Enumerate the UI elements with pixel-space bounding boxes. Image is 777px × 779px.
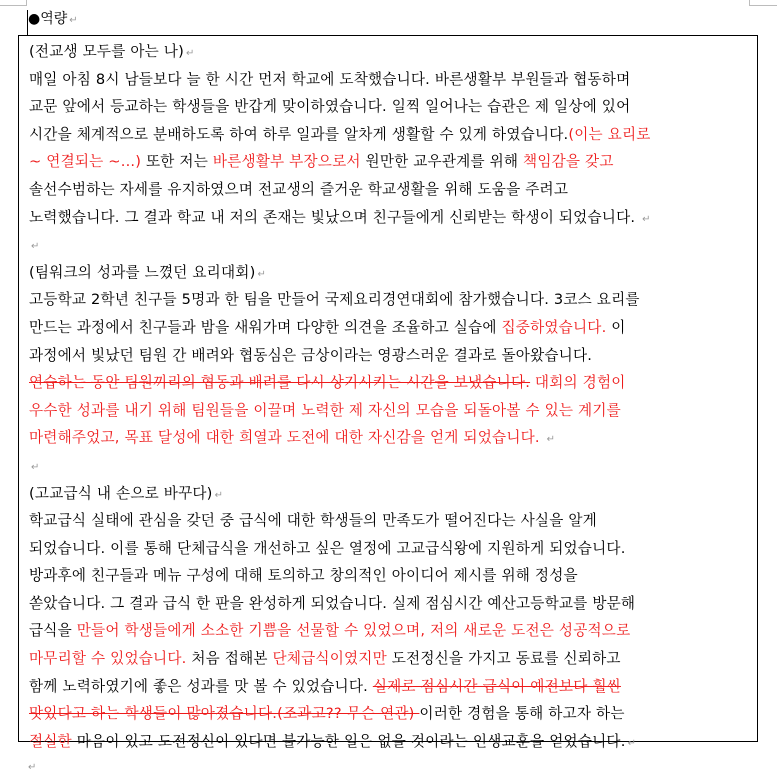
empty-paragraph (29, 231, 751, 259)
body-line (29, 590, 751, 618)
highlighted-text: 대회의 경험이 (530, 374, 626, 392)
body-text: 이러한 경험을 통해 하고자 하는 (419, 705, 625, 723)
highlighted-text: (이는 요리로 (568, 125, 651, 143)
body-line (29, 645, 751, 673)
highlighted-text: 마련해주었고, 목표 달성에 대한 희열과 도전에 대한 자신감을 얻게 되었습니다. (29, 429, 545, 447)
body-line (29, 617, 751, 645)
paragraph-mark-icon: ↵ (214, 489, 224, 501)
highlighted-text: 절실한 (29, 732, 72, 750)
highlighted-text: 만들어 학생들에게 소소한 기쁨을 선물할 수 있었으며, 저의 새로운 도전은 성공적으로 (76, 622, 631, 640)
body-text: 이 (606, 318, 626, 336)
body-text: 노력했습니다. 그 결과 학교 내 저의 존재는 빛났으며 친구들에게 신뢰받는 학생이 되었습니다. (29, 208, 641, 226)
body-line (29, 121, 751, 149)
body-line (29, 66, 751, 94)
paragraph-mark-icon: ↵ (627, 737, 637, 749)
body-text: 과정에서 빛났던 팀원 간 배려와 협동심은 금상이라는 영광스러운 결과로 돌아왔습니다. (29, 346, 593, 364)
body-line (29, 286, 751, 314)
document-body[interactable] (29, 38, 751, 755)
paragraph-mark-icon: ↵ (257, 268, 267, 280)
empty-paragraph (29, 452, 751, 480)
body-line (29, 148, 751, 176)
highlighted-text: ~ 연결되는 ~...) (29, 153, 142, 171)
highlighted-text: 마무리할 수 있었습니다. (29, 650, 187, 668)
section-heading (28, 9, 78, 31)
body-line (29, 673, 751, 701)
section-title (29, 38, 751, 66)
paragraph-mark-icon: ↵ (69, 15, 78, 26)
body-text: 급식을 (29, 622, 77, 640)
body-line (29, 369, 751, 397)
paragraph-mark-icon: ↵ (31, 461, 40, 473)
body-text: 도전정신을 가지고 동료를 신뢰하고 (386, 650, 621, 668)
body-line (29, 397, 751, 425)
crop-mark-top-right (749, 0, 777, 6)
deleted-text: 실제로 점심시간 급식이 예전보다 훨씬 (372, 677, 621, 695)
section-title-text: (전교생 모두를 아는 나) (29, 43, 184, 60)
crop-mark-top-left (0, 0, 27, 6)
body-text: 되었습니다. 이를 통해 단체급식을 개선하고 싶은 열정에 고교급식왕에 지원하게 되었습니다. (29, 539, 626, 557)
body-text: 만드는 과정에서 친구들과 밤을 새워가며 다양한 의견을 조율하고 실습에 (29, 318, 502, 336)
body-line (29, 342, 751, 370)
body-text: 또한 저는 (141, 153, 213, 171)
body-line (29, 535, 751, 563)
body-text: 방과후에 친구들과 메뉴 구성에 대해 토의하고 창의적인 아이디어 제시를 위해 정성을 (29, 567, 578, 585)
body-line (29, 700, 751, 728)
highlighted-text: 집중하였습니다. (501, 318, 607, 336)
highlighted-text: 단체급식이였지만 (272, 650, 387, 668)
body-line (29, 314, 751, 342)
paragraph-mark-icon: ↵ (546, 434, 556, 446)
body-line (29, 562, 751, 590)
body-text: 원만한 교우관계를 위해 (360, 153, 524, 171)
body-line (29, 728, 751, 756)
paragraph-mark-icon: ↵ (28, 762, 37, 773)
section-title-text: (고교급식 내 손으로 바꾸다) (29, 484, 213, 502)
body-text: 고등학교 2학년 친구들 5명과 한 팀을 만들어 국제요리경연대회에 참가했습니다. 3코스 요리를 (29, 291, 640, 309)
body-text: 처음 접해본 (186, 650, 273, 668)
body-text: 솔선수범하는 자세를 유지하였으며 전교생의 즐거운 학교생활을 위해 도움을 주려고 (29, 180, 569, 198)
deleted-text: 맛있다고 하는 학생들이 많아졌습니다.(조과고?? 무슨 연관) (29, 705, 420, 723)
highlighted-text: 바른생활부 부장으로서 (212, 153, 361, 171)
body-line (29, 204, 751, 232)
paragraph-mark-icon: ↵ (185, 48, 195, 59)
section-title (29, 259, 751, 287)
body-line (29, 176, 751, 204)
body-text: 마음이 있고 도전정신이 있다면 불가능한 일은 없을 것이라는 인생교훈을 얻었습니다. (71, 732, 626, 750)
body-text: 시간을 체계적으로 분배하도록 하여 하루 일과를 알차게 생활할 수 있게 하였습니다. (29, 125, 569, 143)
body-line (29, 424, 751, 452)
competency-text-box (18, 35, 758, 750)
highlighted-text: 우수한 성과를 내기 위해 팀원들을 이끌며 노력한 제 자신의 모습을 되돌아볼 수 있는 계기를 (29, 401, 621, 419)
highlighted-text: 책임감을 갖고 (523, 153, 614, 171)
paragraph-mark-icon: ↵ (31, 241, 40, 253)
section-title (29, 480, 751, 508)
section-title-text: (팀워크의 성과를 느꼈던 요리대회) (29, 263, 256, 281)
body-line (29, 93, 751, 121)
heading-text: ●역량 (28, 11, 68, 27)
body-text: 함께 노력하였기에 좋은 성과를 맛 볼 수 있었습니다. (29, 677, 373, 695)
body-text: 학교급식 실태에 관심을 갖던 중 급식에 대한 학생들의 만족도가 떨어진다는 사실을 알게 (29, 512, 597, 530)
body-text: 매일 아침 8시 남들보다 늘 한 시간 먼저 학교에 도착했습니다. 바른생활부 부원들과 협동하며 (29, 70, 631, 88)
deleted-text: 연습하는 동안 팀원끼리의 협동과 배려를 다시 상기시키는 시간을 보냈습니다. (29, 374, 531, 392)
paragraph-mark-icon: ↵ (642, 213, 651, 225)
body-text: 교문 앞에서 등교하는 학생들을 반갑게 맞이하였습니다. 일찍 일어나는 습관은 제 일상에 있어 (29, 98, 631, 116)
body-line (29, 507, 751, 535)
body-text: 쏟았습니다. 그 결과 급식 한 판을 완성하게 되었습니다. 실제 점심시간 예산고등학교를 방문해 (29, 594, 636, 612)
